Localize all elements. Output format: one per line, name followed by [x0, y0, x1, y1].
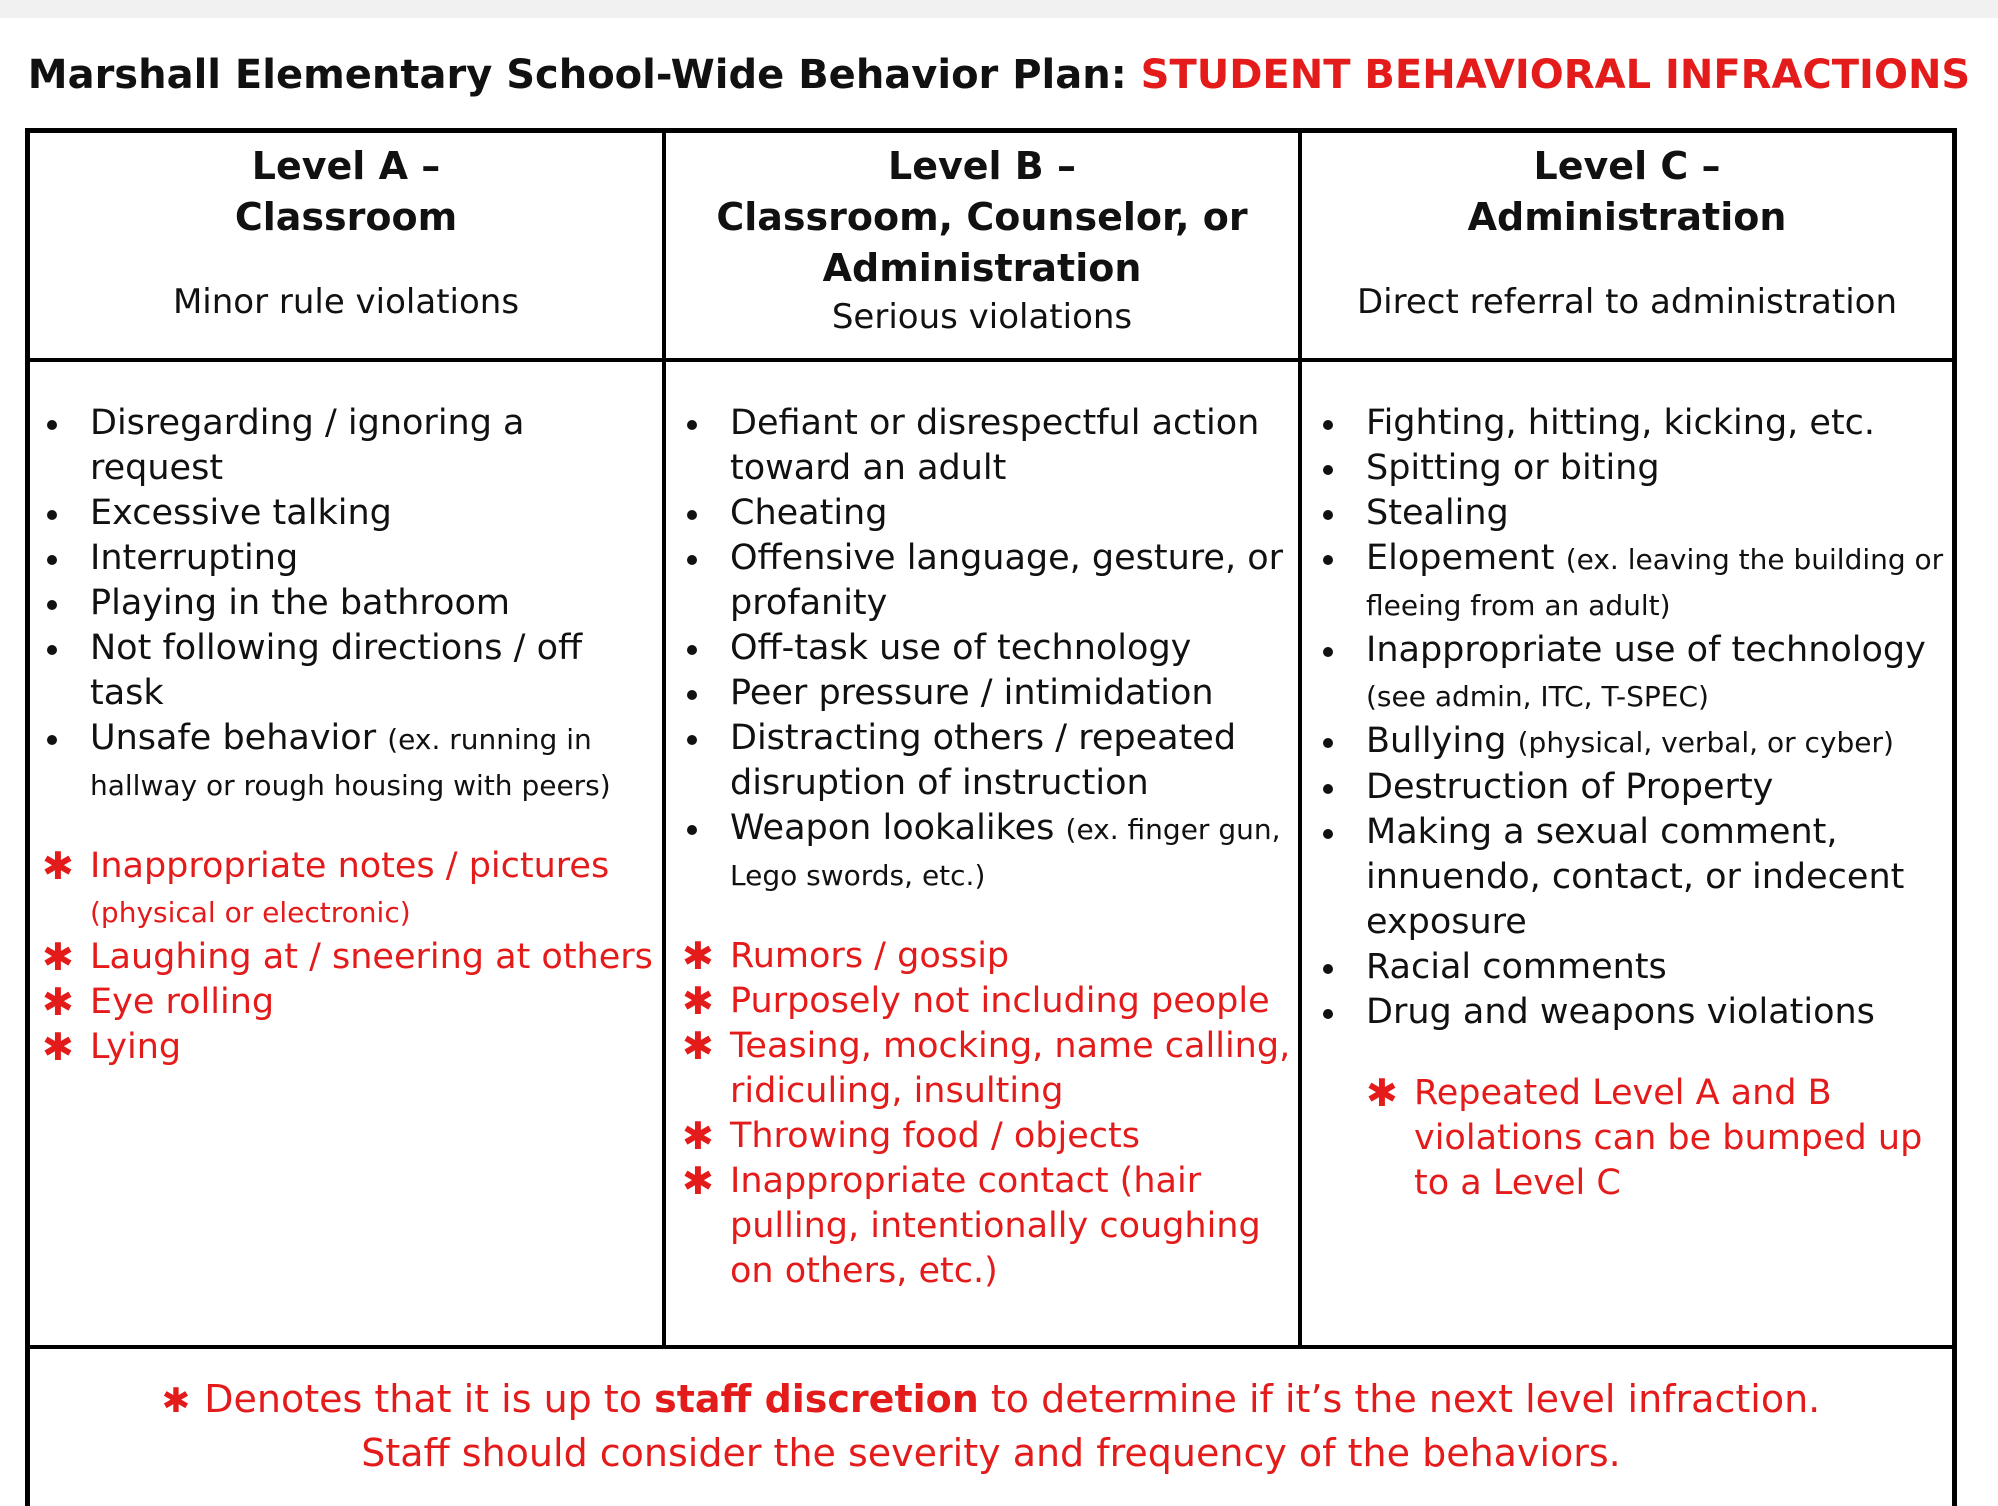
discretion-text: Inappropriate contact (hair pulling, intentionally coughing on others, etc.) — [730, 1161, 1261, 1291]
discretion-item — [30, 935, 660, 980]
discretion-text: Laughing at / sneering at others — [90, 937, 653, 977]
list-item — [30, 401, 660, 491]
asterisk-icon: ✱ — [42, 935, 74, 979]
list-item — [1306, 491, 1952, 536]
list-item — [670, 806, 1296, 898]
list-item — [30, 716, 660, 808]
asterisk-icon: ✱ — [161, 1381, 191, 1421]
discretion-item — [670, 1114, 1296, 1159]
item-text: Not following directions / off task — [90, 628, 583, 713]
list-item — [1306, 945, 1952, 990]
list-item — [30, 581, 660, 626]
list-item — [1306, 810, 1952, 945]
item-note: (ex. leaving the building or fleeing from an adult) — [1366, 543, 1944, 622]
item-text: Destruction of Property — [1366, 767, 1774, 807]
footer-line-1 — [30, 1373, 1952, 1427]
level-c-list — [1306, 401, 1952, 1035]
discretion-text: Eye rolling — [90, 982, 275, 1022]
item-text: Making a sexual comment, innuendo, contact, or indecent exposure — [1366, 812, 1905, 942]
footer-note — [30, 1349, 1952, 1479]
list-item — [1306, 536, 1952, 628]
item-text: Inappropriate use of technology — [1366, 630, 1926, 670]
list-item — [670, 671, 1296, 716]
discretion-note: (physical or electronic) — [90, 896, 411, 929]
item-text: Excessive talking — [90, 493, 392, 533]
discretion-item — [30, 844, 660, 935]
asterisk-icon: ✱ — [682, 1159, 714, 1203]
item-text: Defiant or disrespectful action toward an adult — [730, 403, 1260, 488]
top-bar — [0, 0, 1998, 18]
list-item — [670, 536, 1296, 626]
list-item — [30, 626, 660, 716]
list-item — [670, 401, 1296, 491]
discretion-item — [670, 979, 1296, 1024]
list-item — [30, 536, 660, 581]
asterisk-icon: ✱ — [42, 844, 74, 888]
discretion-item — [30, 980, 660, 1025]
list-item — [30, 491, 660, 536]
level-b-body — [670, 401, 1296, 1294]
list-item — [1306, 719, 1952, 765]
item-note: (physical, verbal, or cyber) — [1517, 726, 1894, 759]
footer-line-2: Staff should consider the severity and frequency of the behaviors. — [361, 1431, 1621, 1475]
list-item — [670, 626, 1296, 671]
item-text: Distracting others / repeated disruption of instruction — [730, 718, 1237, 803]
level-a-header — [30, 133, 662, 362]
list-item — [1306, 446, 1952, 491]
asterisk-icon: ✱ — [1366, 1071, 1398, 1115]
asterisk-icon: ✱ — [682, 1024, 714, 1068]
item-text: Unsafe behavior — [90, 718, 377, 758]
discretion-text: Lying — [90, 1027, 182, 1067]
level-b-discretion-list — [670, 934, 1296, 1294]
list-item — [670, 716, 1296, 806]
document-title — [0, 52, 1998, 98]
level-a-body — [30, 401, 660, 1070]
item-note: (ex. finger gun, Lego swords, etc.) — [730, 813, 1281, 892]
item-note: (see admin, ITC, T-SPEC) — [1366, 680, 1709, 713]
item-text: Drug and weapons violations — [1366, 992, 1875, 1032]
discretion-text: Purposely not including people — [730, 981, 1270, 1021]
discretion-text: Teasing, mocking, name calling, ridiculing, insulting — [730, 1026, 1291, 1111]
asterisk-icon: ✱ — [682, 934, 714, 978]
asterisk-icon: ✱ — [42, 980, 74, 1024]
discretion-item — [670, 934, 1296, 979]
list-item — [1306, 401, 1952, 446]
item-text: Interrupting — [90, 538, 299, 578]
level-a-list — [30, 401, 660, 808]
item-text: Offensive language, gesture, or profanity — [730, 538, 1284, 623]
list-item — [1306, 765, 1952, 810]
discretion-text: Throwing food / objects — [730, 1116, 1140, 1156]
level-c-description: Direct referral to administration — [1357, 282, 1897, 322]
footer-bold-text: staff discretion — [654, 1377, 979, 1421]
footer-text-after: to determine if it’s the next level infraction. — [990, 1377, 1821, 1421]
item-text: Elopement — [1366, 538, 1555, 578]
item-text: Fighting, hitting, kicking, etc. — [1366, 403, 1876, 443]
item-text: Playing in the bathroom — [90, 583, 510, 623]
level-c-title: Level C – Administration — [1467, 144, 1787, 239]
item-text: Racial comments — [1366, 947, 1667, 987]
discretion-text: Rumors / gossip — [730, 936, 1010, 976]
item-text: Cheating — [730, 493, 888, 533]
asterisk-icon: ✱ — [42, 1025, 74, 1069]
asterisk-icon: ✱ — [682, 1114, 714, 1158]
footer-text-before: Denotes that it is up to — [204, 1377, 643, 1421]
list-item — [1306, 628, 1952, 719]
item-text: Stealing — [1366, 493, 1509, 533]
discretion-item — [30, 1025, 660, 1070]
list-item — [1306, 990, 1952, 1035]
item-text: Peer pressure / intimidation — [730, 673, 1214, 713]
level-c-body — [1306, 401, 1952, 1206]
level-b-header — [666, 133, 1298, 362]
list-item — [670, 491, 1296, 536]
level-c-header — [1302, 133, 1952, 362]
item-note: (ex. running in hallway or rough housing with peers) — [90, 723, 611, 802]
title-prefix: Marshall Elementary School-Wide Behavior Plan: — [27, 52, 1127, 98]
discretion-text: Repeated Level A and B violations can be bumped up to a Level C — [1414, 1073, 1923, 1203]
discretion-item — [670, 1159, 1296, 1294]
level-b-title: Level B – Classroom, Counselor, or Administration — [716, 144, 1248, 290]
title-highlight: STUDENT BEHAVIORAL INFRACTIONS — [1140, 52, 1971, 98]
item-text: Disregarding / ignoring a request — [90, 403, 525, 488]
discretion-item — [1354, 1071, 1952, 1206]
level-a-discretion-list — [30, 844, 660, 1070]
item-text: Spitting or biting — [1366, 448, 1660, 488]
asterisk-icon: ✱ — [682, 979, 714, 1023]
infractions-table — [25, 128, 1957, 1506]
level-a-title: Level A – Classroom — [234, 144, 458, 239]
item-text: Off-task use of technology — [730, 628, 1192, 668]
discretion-item — [670, 1024, 1296, 1114]
discretion-text: Inappropriate notes / pictures — [90, 846, 610, 886]
level-a-description: Minor rule violations — [172, 282, 520, 322]
level-c-discretion-list — [1306, 1071, 1952, 1206]
item-text: Bullying — [1366, 721, 1507, 761]
level-b-description: Serious violations — [831, 297, 1133, 337]
item-text: Weapon lookalikes — [730, 808, 1055, 848]
level-b-list — [670, 401, 1296, 898]
